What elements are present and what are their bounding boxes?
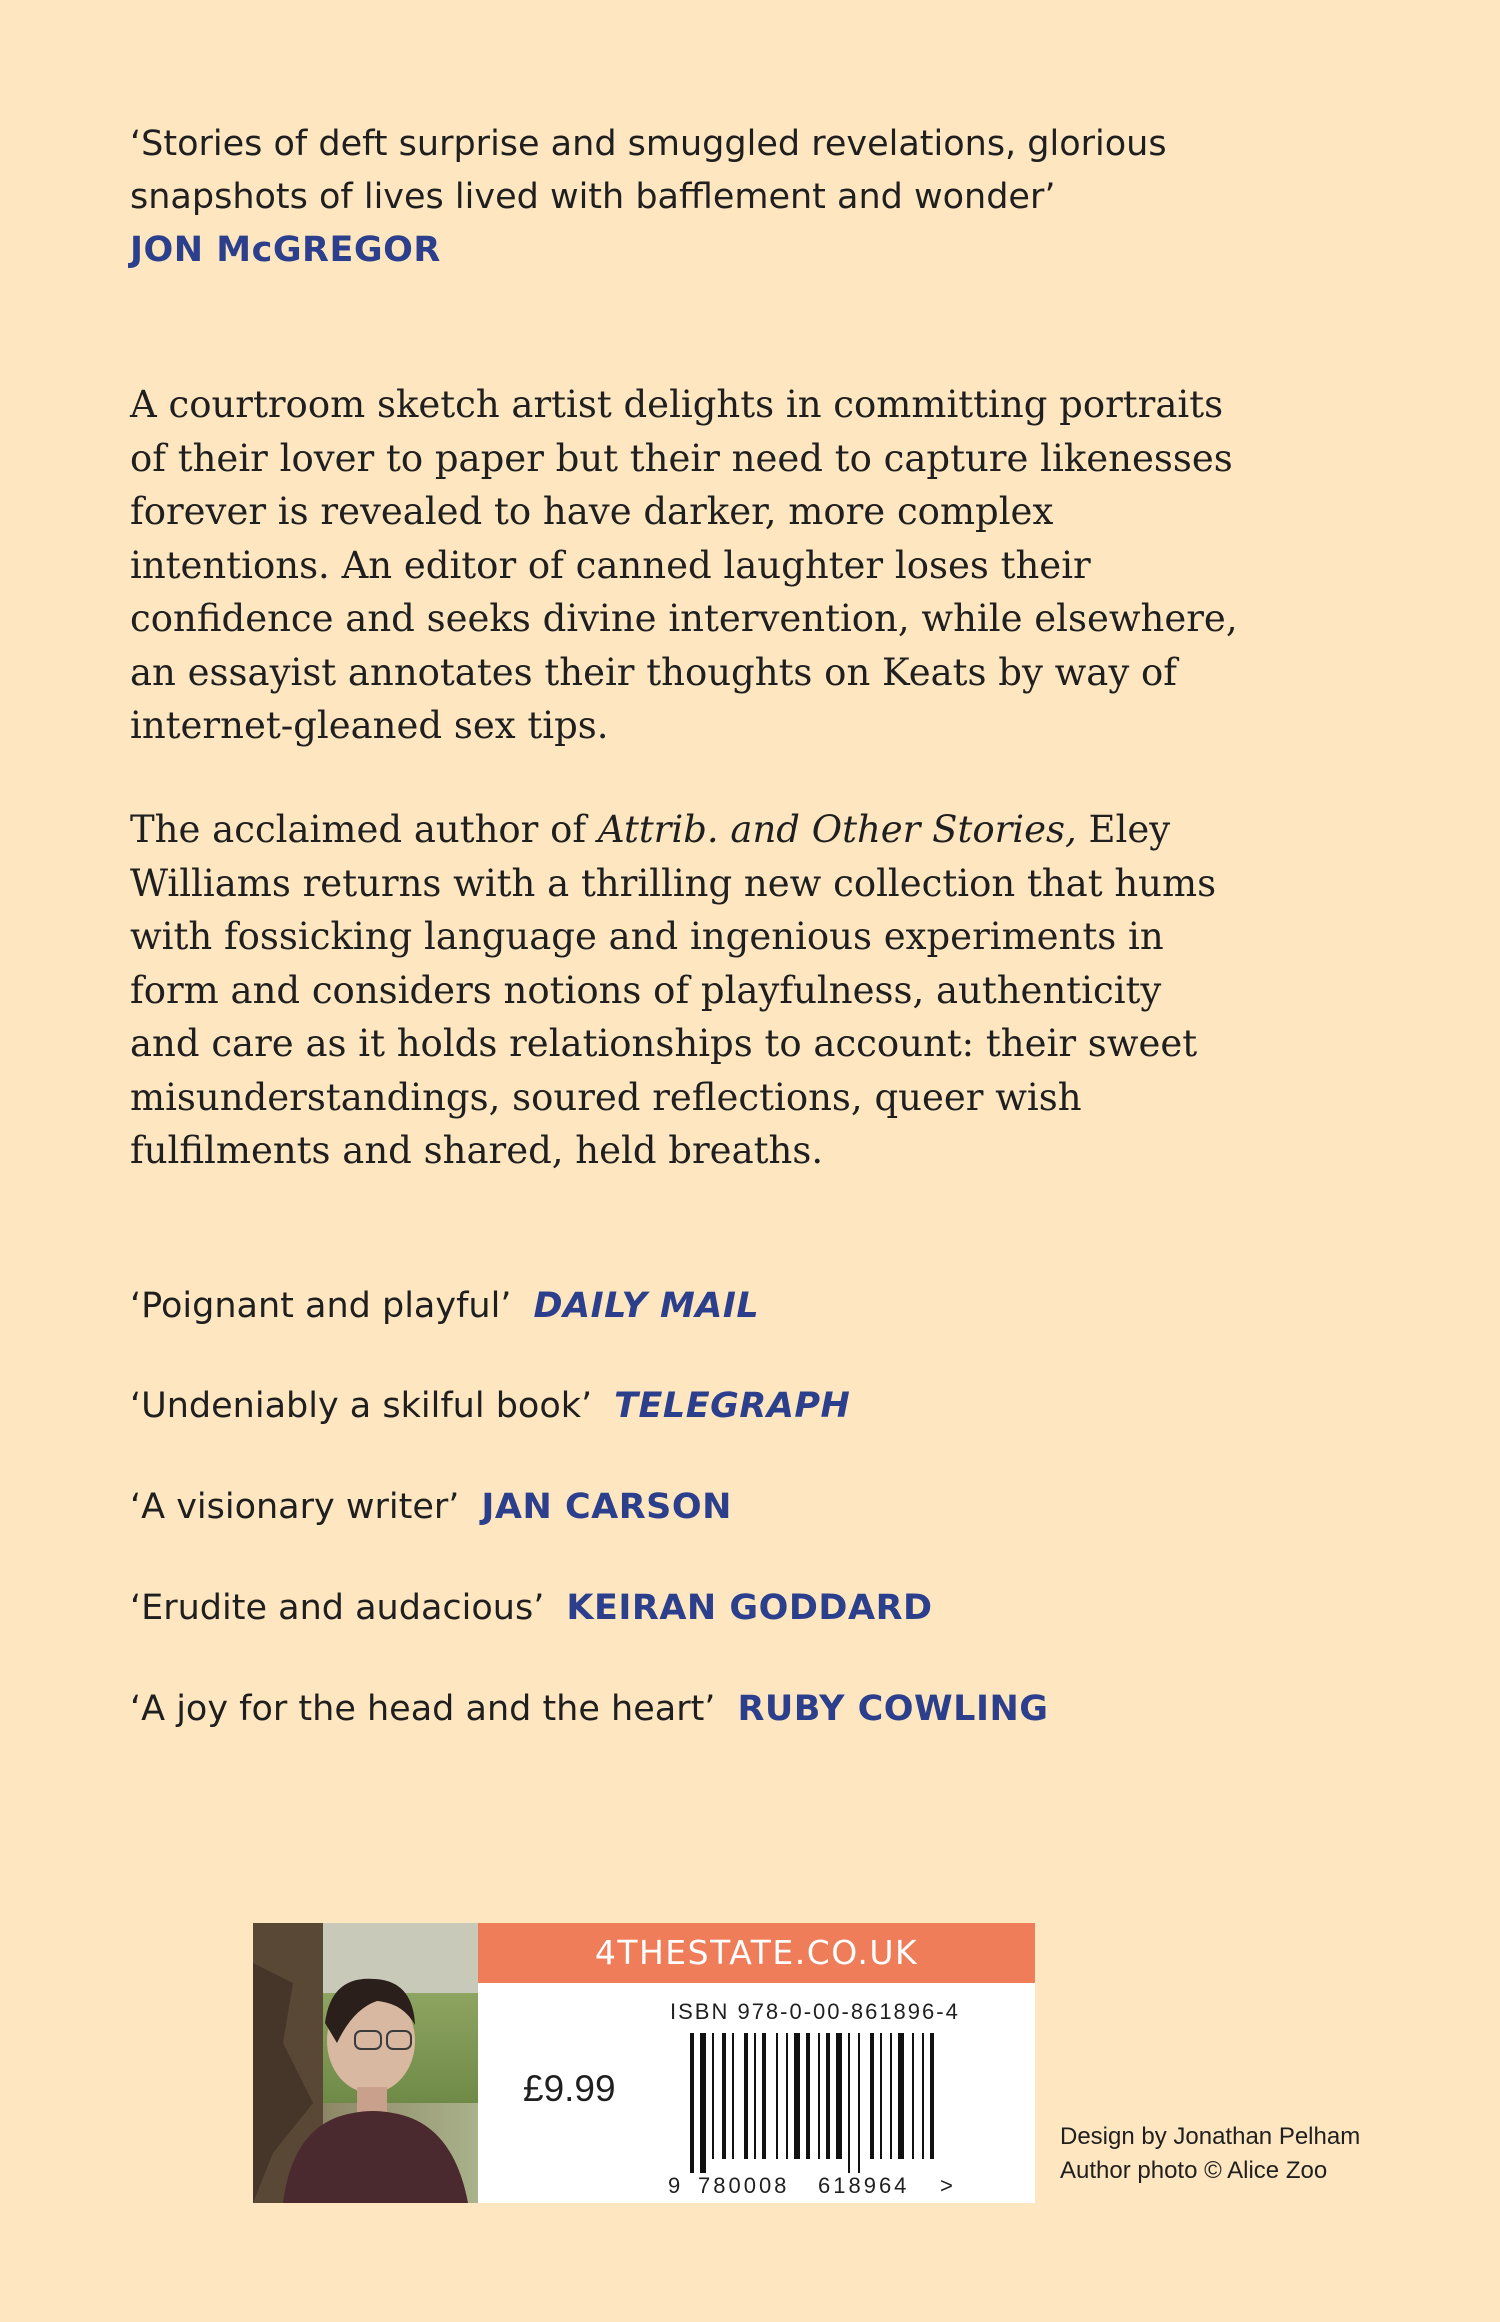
barcode-bar — [870, 2033, 874, 2159]
barcode-bar — [858, 2033, 860, 2173]
blurb-source: JAN CARSON — [481, 1487, 732, 1527]
description-paragraph-2 — [130, 803, 1350, 1178]
barcode-bar — [762, 2033, 766, 2159]
paragraph-text: The acclaimed author of — [130, 808, 598, 851]
book-title: Attrib. and Other Stories, — [597, 808, 1077, 851]
paragraph-text: Eley — [1076, 808, 1171, 851]
price: £9.99 — [523, 2068, 616, 2109]
barcode-bar — [818, 2033, 820, 2159]
paragraph-line: misunderstandings, soured reflections, queer wish — [130, 1075, 1082, 1119]
barcode-bar — [898, 2033, 904, 2159]
paragraph-line: with fossicking language and ingenious experiments in — [130, 915, 1164, 958]
credits — [1060, 2120, 1360, 2188]
barcode-bar — [744, 2033, 748, 2159]
author-photo — [253, 1923, 478, 2203]
photo-credit: Author photo © Alice Zoo — [1060, 2157, 1328, 2184]
paragraph-line: form and considers notions of playfulness, authenticity — [130, 968, 1162, 1012]
design-credit: Design by Jonathan Pelham — [1060, 2123, 1361, 2150]
barcode-digits-left: 780008 — [698, 2173, 790, 2198]
paragraph-line: Williams returns with a thrilling new collection that hums — [130, 861, 1217, 905]
top-quote-line: ‘Stories of deft surprise and smuggled revelations, glorious — [130, 124, 1167, 164]
blurb-quote: ‘A joy for the head and the heart’ — [130, 1689, 716, 1729]
barcode-bar — [776, 2033, 778, 2159]
top-quote — [130, 118, 1370, 277]
barcode-panel — [253, 1923, 1035, 2203]
website-bar: 4THESTATE.CO.UK — [478, 1923, 1035, 1983]
paragraph-line — [130, 803, 1350, 857]
paragraph-line: forever is revealed to have darker, more complex — [130, 490, 1054, 533]
barcode-end-mark: > — [940, 2173, 953, 2198]
barcode-bar — [880, 2033, 882, 2159]
blurb-source: DAILY MAIL — [533, 1286, 760, 1326]
blurb-source: RUBY COWLING — [737, 1689, 1049, 1729]
barcode — [668, 2033, 1018, 2198]
paragraph-line: and care as it holds relationships to account: their sweet — [130, 1022, 1198, 1065]
barcode-bar — [690, 2033, 694, 2173]
barcode-bar — [806, 2033, 810, 2159]
author-photo-image — [253, 1923, 478, 2203]
paragraph-line: fulfilments and shared, held breaths. — [130, 1129, 824, 1172]
blurb-quote: ‘Poignant and playful’ — [130, 1286, 512, 1326]
barcode-digit-first: 9 — [668, 2173, 681, 2198]
blurb-quote: ‘Undeniably a skilful book’ — [130, 1386, 593, 1426]
barcode-bar — [712, 2033, 714, 2159]
barcode-bar — [754, 2033, 756, 2159]
barcode-bar — [722, 2033, 726, 2159]
barcode-digits-right: 618964 — [818, 2173, 910, 2198]
paragraph-line: intentions. An editor of canned laughter loses their — [130, 543, 1091, 587]
paragraph-line: confidence and seeks divine intervention, while elsewhere, — [130, 597, 1238, 640]
barcode-bar — [848, 2033, 850, 2173]
barcode-bar — [836, 2033, 842, 2159]
blurb-source: KEIRAN GODDARD — [566, 1588, 933, 1628]
paragraph-line: an essayist annotates their thoughts on Keats by way of — [130, 650, 1177, 694]
isbn: ISBN 978-0-00-861896-4 — [670, 1999, 960, 2024]
price-barcode-box — [478, 1983, 1035, 2203]
description-paragraph-1 — [130, 378, 1350, 753]
barcode-bar — [732, 2033, 734, 2159]
blurb — [130, 1686, 1049, 1732]
barcode-bars — [690, 2033, 934, 2173]
barcode-bar — [922, 2033, 924, 2159]
blurb-source: TELEGRAPH — [614, 1386, 851, 1426]
paragraph-line: internet-gleaned sex tips. — [130, 704, 609, 747]
barcode-bar — [826, 2033, 830, 2159]
paragraph-line: of their lover to paper but their need to capture likenesses — [130, 436, 1233, 480]
barcode-bar — [890, 2033, 892, 2159]
barcode-bar — [786, 2033, 788, 2159]
blurb — [130, 1484, 732, 1530]
top-quote-line: snapshots of lives lived with bafflement and wonder’ — [130, 177, 1056, 217]
barcode-bar — [794, 2033, 800, 2159]
blurb — [130, 1585, 933, 1631]
blurb — [130, 1283, 759, 1329]
top-quote-attribution: JON McGREGOR — [130, 230, 441, 270]
blurb-quote: ‘A visionary writer’ — [130, 1487, 460, 1527]
paragraph-line: A courtroom sketch artist delights in committing portraits — [130, 383, 1224, 426]
barcode-bar — [912, 2033, 914, 2159]
barcode-bar — [700, 2033, 706, 2173]
blurb — [130, 1383, 850, 1429]
blurb-quote: ‘Erudite and audacious’ — [130, 1588, 545, 1628]
barcode-bar — [930, 2033, 934, 2159]
